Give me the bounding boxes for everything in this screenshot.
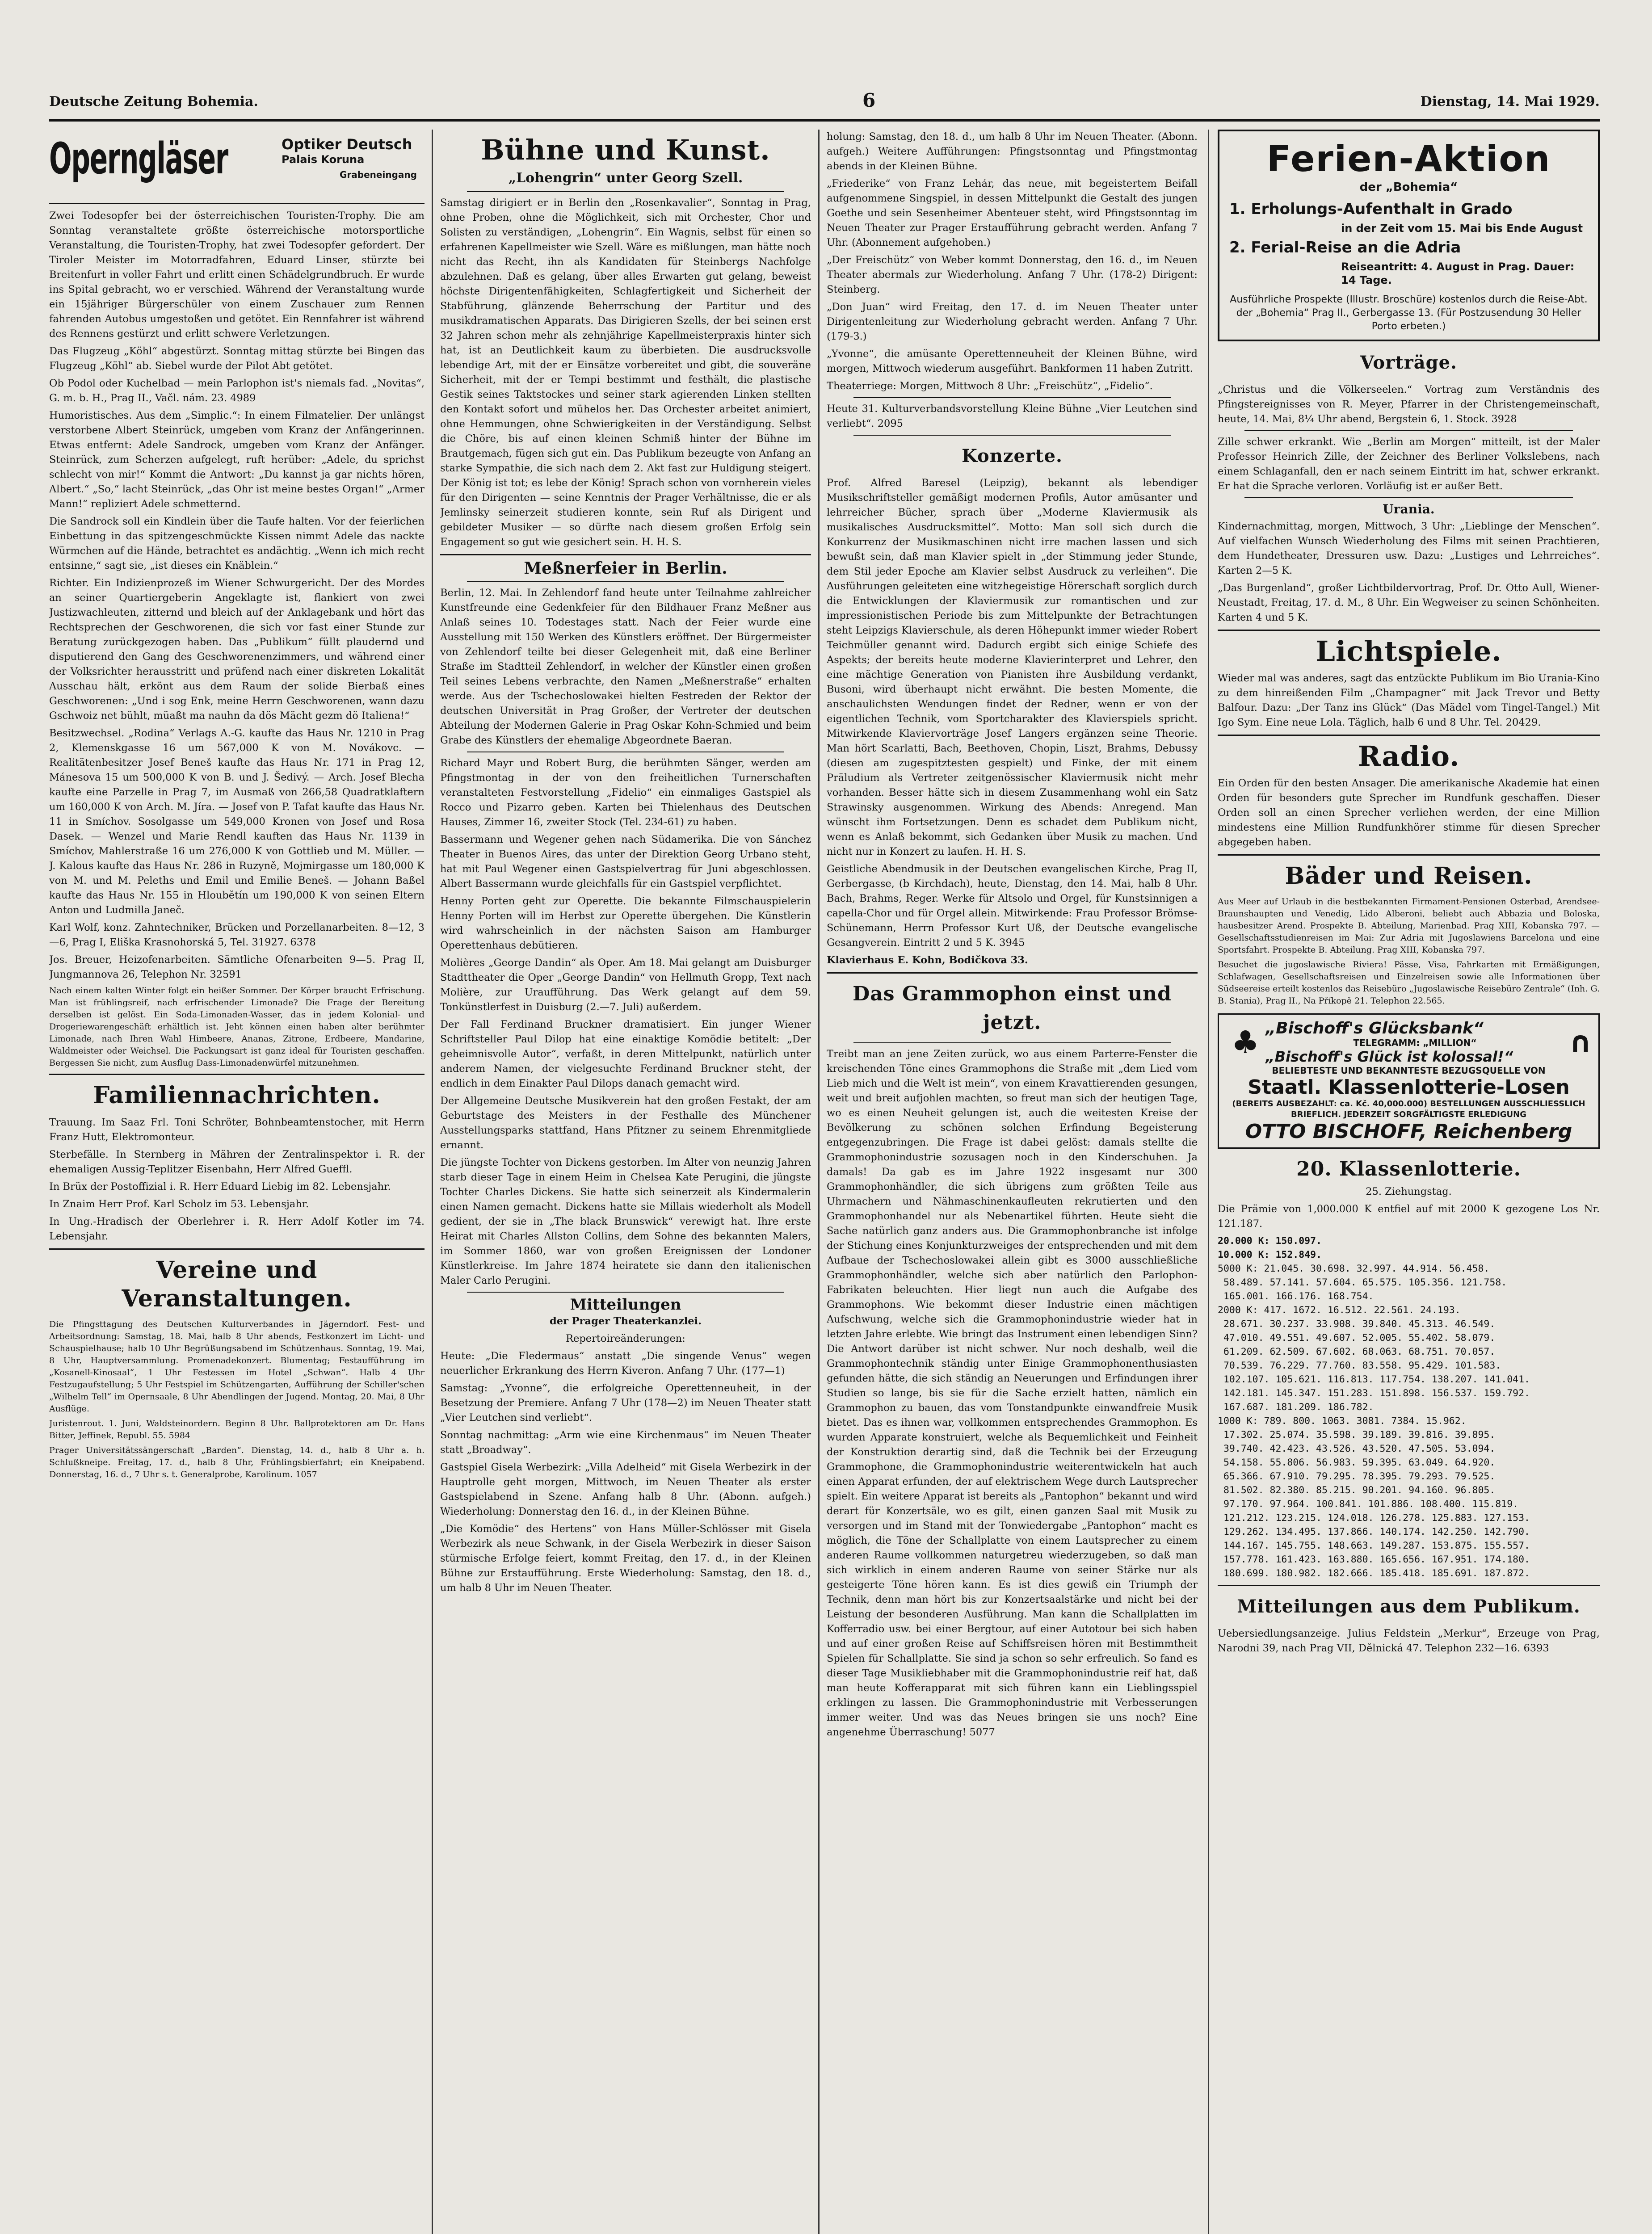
result-row: 54.158. 55.806. 56.983. 59.395. 63.049. 64.920. [1218, 1457, 1496, 1468]
advert-side [282, 136, 425, 183]
ferien-item-1-detail: in der Zeit vom 15. Mai bis Ende August [1341, 222, 1583, 235]
advert-ferien-aktion [1218, 130, 1600, 341]
announcement: Gastspiel Gisela Werbezirk: „Villa Adelheid“ mit Gisela Werbezirk in der Hauptrolle geht morgen, Mittwoch, im Neuen Theater als erster Gastspielabend in Szene. Anfang halb 8 Uhr. (Abonn. aufgeh.) Wiederholung: Donnerstag den 16. d., in der Kleinen Bühne. [440, 1461, 811, 1517]
theatre-note: „Don Juan“ wird Freitag, den 17. d. im Neuen Theater unter Dirigentenleitung zur Wiederholung gebracht werden. Anfang 7 Uhr. (179-3.) [827, 301, 1198, 342]
divider [1218, 1585, 1600, 1586]
announcement: Sonntag nachmittag: „Arm wie eine Kirchenmaus“ im Neuen Theater statt „Broadway“. [440, 1429, 811, 1456]
column-rule [1208, 130, 1209, 2234]
result-row: 129.262. 134.495. 137.866. 140.174. 142.250. 142.790. [1218, 1526, 1530, 1537]
family-notice: In Brüx der Postoffizial i. R. Herr Eduard Liebig im 82. Lebensjahr. [49, 1181, 391, 1193]
result-row: 20.000 K: 150.097. [1218, 1235, 1322, 1247]
divider [467, 581, 784, 582]
culture-note: Der Allgemeine Deutsche Musikverein hat den großen Festakt, der am Geburtstage des Meisters in der Festhalle des Münchener Ausstellungsparks stattfand, Hans Pfitzner zu seinem Ehrenmitgliede ernannt. [440, 1095, 811, 1151]
concert-notice: Geistliche Abendmusik in der Deutschen evangelischen Kirche, Prag II, Gerbergasse, (b Kirchdach), heute, Dienstag, den 14. Mai, halb 8 Uhr. Bach, Brahms, Reger. Werke für Altsolo und Orgel, für Kunstsinnigen a capella-Chor und für Orgel allein. Mitwirkende: Frau Professor Brömse-Schünemann, Herrn Professor Kurt Uß, der Deutsche evangelische Gesangverein. Eintritt 2 und 5 K. 3945 [827, 863, 1198, 949]
result-row: 2000 K: 417. 1672. 16.512. 22.561. 24.193. [1218, 1305, 1461, 1316]
divider [827, 972, 1198, 974]
ferien-item-2-detail: Reiseantritt: 4. August in Prag. Dauer: 14 Tage. [1341, 260, 1575, 286]
article-title-messner: Meßnerfeier in Berlin. [524, 559, 727, 578]
lottery-telegram: TELEGRAMM: „MILLION“ [1353, 1037, 1477, 1048]
lottery-draw-day: 25. Ziehungstag. [1366, 1186, 1452, 1197]
article-paragraph: Humoristisches. Aus dem „Simplic.“: In einem Filmatelier. Der unlängst verstorbene Albert Steinrück, umgeben vom Kranz der Anfängerinnen. Etwas entfernt: Adele Sandrock, umgeben vom Kranz der Anfänger. Steinrück, zum Scherzen aufgelegt, ruft herüber: „Adele, du sprichst schlecht von mir!“ Kommt die Antwort: „Du kannst ja gar nichts hören, Albert.“ „So,“ lacht Steinrück, „das Ohr ist meine bestes Organ!“ „Armer Mann!“ repliziert Adele schmetternd. [49, 410, 425, 510]
divider [853, 397, 1171, 398]
advert-headline: Operngläser [49, 134, 228, 184]
result-row: 167.687. 181.209. 186.782. [1218, 1402, 1374, 1413]
divider [853, 1042, 1171, 1043]
divider [49, 1074, 425, 1075]
advert-bischoff-lottery [1218, 1013, 1600, 1149]
divider [1218, 854, 1600, 856]
culture-note: Henny Porten geht zur Operette. Die bekannte Filmschauspielerin Henny Porten will im Herbst zur Operette übergehen. Die Künstlerin wird wahrscheinlich in der nächsten Saison am Hamburger Operettenhaus debütieren. [440, 895, 811, 951]
theatre-note: Theaterriege: Morgen, Mittwoch 8 Uhr: „Freischütz“, „Fidelio“. [827, 380, 1153, 392]
result-row: 142.181. 145.347. 151.283. 151.898. 156.537. 159.792. [1218, 1388, 1530, 1399]
page-number: 6 [862, 89, 876, 111]
theatre-note: „Friederike“ von Franz Lehár, das neue, mit begeistertem Beifall aufgenommene Singspiel, in dessen Mittelpunkt die Gestalt des jungen Goethe und sein Sesenheimer Abenteuer steht, wird Pfingstsonntag im Neuen Theater zur Prager Erstaufführung gebracht werden. Anfang 7 Uhr. (Abonnement aufgehoben.) [827, 178, 1198, 248]
urania-title: Urania. [1383, 502, 1435, 517]
divider [467, 1292, 784, 1293]
announcement: „Die Komödie“ des Hertens“ von Hans Müller-Schlösser mit Gisela Werbezirk als neue Schwank, in der Gisela Werbezirk in dieser Saison stürmische Erfolge feiert, kommt Freitag, den 17. d., in der Kleinen Bühne zur Erstaufführung. Erste Wiederholung: Samstag, den 18. d., um halb 8 Uhr im Neuen Theater. [440, 1523, 811, 1594]
section-heading-radio: Radio. [1358, 740, 1460, 773]
article-paragraph: Karl Wolf, konz. Zahntechniker, Brücken und Porzellanarbeiten. 8—12, 3—6, Prag I, Eliška Krasnohorská 5, Tel. 31927. 6378 [49, 922, 425, 948]
result-row: 97.170. 97.964. 100.841. 101.886. 108.400. 115.819. [1218, 1499, 1519, 1510]
article-paragraph: Berlin, 12. Mai. In Zehlendorf fand heute unter Teilnahme zahlreicher Kunstfreunde eine Gedenkfeier für den Bildhauer Franz Meßner aus Anlaß seines 10. Todestages statt. Nach der Feier wurde eine Ausstellung mit 150 Werken des Künstlers eröffnet. Der Bürgermeister von Zehlendorf teilte bei dieser Gelegenheit mit, daß eine Berliner Straße im Stadtteil Zehlendorf, in welcher der Künstler einen großen Teil seines Lebens verbrachte, den Namen „Meßnerstraße“ erhalten werde. Aus der Tschechoslowakei hielten Festreden der Rektor der deutschen Universität in Prag Großer, der Vertreter der deutschen Abteilung der Modernen Galerie in Prag Oskar Kohn-Schmied und beim Grabe des Künstlers der ehemalige Abgeordnete Baeran. [440, 587, 811, 746]
lottery-source-line: BELIEBTESTE UND BEKANNTESTE BEZUGSQUELLE VON [1272, 1065, 1546, 1076]
article-paragraph: Richter. Ein Indizienprozeß im Wiener Schwurgericht. Der des Mordes an seiner Quartiergeberin Angeklagte ist, flankiert von zwei Justizwachleuten, zitternd und bleich auf der Anklagebank und hört das Rechtsprechen der Geschworenen, die sich vor fast einer Stunde zur Beratung zurückgezogen haben. Das „Publikum“ füllt plaudernd und disputierend den Gang des Geschworenenzimmers, und während einer der Volksrichter herausstritt und prüfend nach einer diskreten Lokalität Ausschau hält, erkönt aus dem Raum der solide Bierbaß eines Geschworenen: „Und i sog Enk, meine Herrn Geschworenen, wann dazu Gschwoiz net bühlt, müaßt ma nauhn da dös Mächt gezm dö Italiena!“ [49, 577, 425, 722]
announcement: Samstag: „Yvonne“, die erfolgreiche Operettenneuheit, in der Besetzung der Premiere. Anfang 7 Uhr (178—2) im Neuen Theater statt „Vier Leutchen sind verliebt“. [440, 1382, 811, 1424]
culture-note: Der Fall Ferdinand Bruckner dramatisiert. Ein junger Wiener Schriftsteller Paul Dilop hat eine einaktige Komödie betitelt: „Der geheimnisvolle Autor“, verfaßt, in deren Mittelpunkt, natürlich unter anderem Namen, der vielgesuchte Ferdinand Bruckner steht, der endlich in dem Einakter Paul Dilops danach gemacht wird. [440, 1019, 811, 1089]
family-notice: Trauung. Im Saaz Frl. Toni Schröter, Bohnbeamtenstocher, mit Herrn Franz Hutt, Elektromonteur. [49, 1117, 425, 1143]
theatre-note: „Yvonne“, die amüsante Operettenneuheit der Kleinen Bühne, wird morgen, Mittwoch wiederum ausgeführt. Bankformen 11 haben Zutritt. [827, 348, 1198, 374]
article-paragraph: Das Flugzeug „Köhl“ abgestürzt. Sonntag mittag stürzte bei Bingen das Flugzeug „Köhl“ ab. Siebel wurde der Pilot Abt getötet. [49, 345, 425, 372]
section-heading-concerts: Konzerte. [962, 445, 1063, 466]
article-paragraph: Jos. Breuer, Heizofenarbeiten. Sämtliche Ofenarbeiten 9—5. Prag II, Jungmannova 26, Telephon Nr. 32591 [49, 954, 425, 980]
article-paragraph: Besitzwechsel. „Rodina“ Verlags A.-G. kaufte das Haus Nr. 1210 in Prag 2, Klemenskgasse 16 um 567,000 K von M. Novákovc. — Realitätenbesitzer Josef Beneš kaufte das Haus Nr. 171 in Prag 12, Mánesova 15 um 500,000 K von B. und J. Šedivý. — Arch. Josef Blecha kaufte eine Parzelle in Prag 7, im Ausmaß von 266,58 Quadratklaftern um 160,000 K von Arch. M. Jíra. — Josef von P. Tafat kaufte das Haus Nr. 11 in Smíchov. Sosolgasse um 549,000 Kronen von Josef und Rosa Dasek. — Wenzel und Marie Rendl kauften das Haus Nr. 1139 in Smíchov, Mahlerstraße 16 um 276,000 K von Gottlieb und M. Müller. — J. Kalous kaufte das Haus Nr. 286 in Ruzyně, Mojmirgasse um 180,000 K von M. und M. Peleths und Emil und Emilie Beneš. — Johann Baßel kaufte das Haus Nr. 155 in Hloubětín um 190,000 K von seinen Eltern Anton und Ludmilla Janeč. [49, 727, 425, 916]
lottery-payout-line: (BEREITS AUSBEZAHLT: ca. Kč. 40,000.000) BESTELLUNGEN AUSSCHLIESSLICH BRIEFLICH. JEDERZEIT SORGFÄLTIGSTE ERLEDIGUNG [1232, 1099, 1585, 1119]
lottery-bank-name: „Bischoff's Glücksbank“ [1265, 1019, 1484, 1037]
clover-icon: ♣ [1231, 1024, 1260, 1061]
event-notice: Juristenrout. 1. Juni, Waldsteinordern. Beginn 8 Uhr. Ballprotektoren am Dr. Hans Bitter, Jeffinek, Republ. 55. 5984 [49, 1419, 425, 1440]
section-heading-announcements: Mitteilungen [570, 1296, 681, 1314]
result-row: 81.502. 82.380. 85.215. 90.201. 94.160. 96.805. [1218, 1485, 1496, 1496]
section-heading-grammophon: Das Grammophon einst und jetzt. [853, 983, 1172, 1034]
ferien-item-2: 2. Ferial-Reise an die Adria [1229, 239, 1461, 256]
culture-note: Richard Mayr und Robert Burg, die berühmten Sänger, werden am Pfingstmontag in der von den freiheitlichen Turnerschaften veranstalteten Festvorstellung „Fidelio“ ein einmaliges Gastspiel als Rocco und Pizarro geben. Karten bei Thielenhaus des Deutschen Hauses, Zimmer 16, zweiter Stock (Tel. 234-61) zu haben. [440, 757, 811, 828]
result-row: 17.302. 25.074. 35.598. 39.189. 39.816. 39.895. [1218, 1429, 1496, 1440]
advert-palais: Palais Koruna [282, 153, 365, 166]
ferien-subtitle: der „Bohemia“ [1359, 181, 1458, 194]
family-notice: Sterbefälle. In Sternberg in Mähren der Zentralinspektor i. R. der ehemaligen Aussig-Teplitzer Eisenbahn, Herr Alfred Gueffl. [49, 1149, 425, 1175]
section-heading-lottery-results: 20. Klassenlotterie. [1296, 1158, 1521, 1180]
masthead-left: Deutsche Zeitung Bohemia. [49, 94, 258, 109]
divider [49, 1248, 425, 1250]
result-row: 121.212. 123.215. 124.018. 126.278. 125.883. 127.153. [1218, 1512, 1530, 1524]
result-row: 5000 K: 21.045. 30.698. 32.997. 44.914. 56.458. [1218, 1263, 1490, 1274]
ferien-footer: Ausführliche Prospekte (Illustr. Broschüre) kostenlos durch die Reise-Abt. der „Bohemia“ Prag II., Gerbergasse 13. (Für Postzusendung 30 Heller Porto erbeten.) [1230, 294, 1588, 332]
concert-review: Prof. Alfred Baresel (Leipzig), bekannt als lebendiger Musikschriftsteller gemäßigt modernen Profils, Autor amüsanter und lehrreicher Bücher, sprach über „Moderne Klaviermusik als musikalisches Ausdrucksmittel“. Motto: Man soll sich durch die Konkurrenz der Musikmaschinen nicht irre machen lassen und sich bewußt sein, daß man Klavier spielt in „der Stimmung jeder Stunde, dem Stil jeder Epoche am Klavier selbst Ausdruck zu verleihen“. Die Ausführungen geleiteten eine witzhegeistige Hörerschaft sorglich durch die Entwicklungen der Klaviermusik zur romantischen und zur impressionistischen Periode bis zum Mittelpunkte der Betrachtungen steht Leipzigs Klavierschule, als deren Höhepunkt immer wieder Robert Teichmüller genannt wird. Dadurch ergibt sich einige Schiefe des Aspekts; der bereits heute moderne Klavierinterpret und Lehrer, den eine mächtige Generation von Pianisten ihre Ausbildung verdankt, Busoni, wird überhaupt nicht erwähnt. Die besten Momente, die anschaulichsten Wendungen findet der Redner, wenn er von der eigentlichen Technik, vom Sportcharakter des Klavierspiels spricht. Mitwirkende Klaviervorträge Josef Langers ergänzen seine Theorie. Man hört Scarlatti, Bach, Beethoven, Chopin, Liszt, Brahms, Debussy (diesen am zugespitztesten gespielt) und Finke, der mit einem Präludium als Vertreter zeitgenössischer Klaviermusik nicht mehr vorhanden. Besser hätte sich in diesem Zusammenhang wohl ein Satz Strawinsky ausgenommen. Wirkung des Abends: Anregend. Man wünscht ihm Fortsetzungen. Denn es schadet dem Publikum nicht, wenn es Anlaß bekommt, sich Gedanken über Musik zu machen. Und nicht nur in Konzert zu laufen. H. H. S. [827, 477, 1198, 857]
divider [440, 554, 811, 555]
masthead-date: Dienstag, 14. Mai 1929. [1420, 94, 1600, 109]
section-heading-events: Vereine und Veranstaltungen. [122, 1256, 352, 1312]
theatre-note: Heute 31. Kulturverbandsvorstellung Kleine Bühne „Vier Leutchen sind verliebt“. 2095 [827, 403, 1198, 429]
column-rule [432, 130, 433, 2234]
announcements-subtitle-2: Repertoireänderungen: [566, 1333, 685, 1344]
lottery-slogan: „Bischoff's Glück ist kolossal!“ [1265, 1048, 1513, 1065]
event-notice: Die Pfingsttagung des Deutschen Kulturverbandes in Jägerndorf. Fest- und Arbeitsordnung: Samstag, 18. Mai, halb 8 Uhr abends, Festkonzert im Licht- und Schauspielhause; halb 10 Uhr Begrüßungsabend im Schützenhaus. Sonntag, 19. Mai, 8 Uhr, Hauptversammlung. Promenadekonzert. Blumentag; Festaufführung im „Kosanell-Kinosaal“, 1 Uhr Festessen im Hotel „Schwan“. Halb 4 Uhr Festzugaufstellung; 5 Uhr Festspiel im Schützengarten, Aufführung der Schiller'schen „Wilhelm Tell“ im Opernsaale, 8 Uhr Abendlingen der Jugend. Montag, 20. Mai, 8 Uhr Ausflüge. [49, 1319, 425, 1414]
announcement: Heute: „Die Fledermaus“ anstatt „Die singende Venus“ wegen neuerlicher Erkrankung des Herrn Kiveron. Anfang 7 Uhr. (177—1) [440, 1350, 811, 1377]
header-rule [49, 119, 1600, 122]
article-paragraph: Samstag dirigiert er in Berlin den „Rosenkavalier“, Sonntag in Prag, ohne Proben, ohne die Möglichkeit, sich mit Orchester, Chor und Solisten zu verständigen, „Lohengrin“. Ein Wagnis, selbst für einen so erfahrenen Kapellmeister wie Szell. Wäre es mißlungen, man hätte noch nicht das Recht, ihn als Kandidaten für Steinbergs Nachfolge abzulehnen. Daß es gelang, über alles Erwarten gut gelang, beweist höchste Dirigentenfähigkeiten, Schlagfertigkeit und Sicherheit der Stabführung, glänzende Beherrschung der Partitur und des musikdramatischen Apparats. Das Dirigieren Szells, der bei seinen erst 32 Jahren schon mehr als zehnjährige Kapellmeisterpraxis hinter sich hat, ist an Deutlichkeit kaum zu überbieten. Die ausdrucksvolle lebendige Art, mit der er Einsätze vorbereitet und gibt, die souveräne Sicherheit, mit der er Tempi bestimmt und festhält, die plastische Gestik seines Taktstockes und seiner stark agierenden Linken stellten den Kontakt sofort und mühelos her. Das Orchester arbeitet animiert, ohne Hemmungen, ohne Schwierigkeiten in der Verständigung. Selbst die Chöre, bis auf einen kleinen Schmiß hinter der Bühne im Brautgemach, fügen sich gut ein. Das Publikum bezeugte von Anfang an starke Sympathie, die sich nach dem 2. Akt fast zur Huldigung steigert. Der König ist tot; es lebe der König! Sprach schon von vornherein vieles für den Dirigenten — seine Kenntnis der Prager Verhältnisse, die er als Jemlinsky seinerzeit studieren konnte, sein Ruf als Dirigent und gebildeter Musiker — so dürfte nach diesem großen Erfolg sein Engagement so gut wie gesichert sein. H. H. S. [440, 197, 811, 548]
column-2 [440, 130, 811, 2234]
family-notice: In Znaim Herr Prof. Karl Scholz im 53. Lebensjahr. [49, 1198, 309, 1210]
lottery-product: Staatl. Klassenlotterie-Losen [1248, 1076, 1570, 1099]
advert-entrance: Grabeneingang [340, 169, 417, 180]
result-row: 65.366. 67.910. 79.295. 78.395. 79.293. 79.525. [1218, 1471, 1496, 1482]
public-notice: Uebersiedlungsanzeige. Julius Feldstein „Merkur“, Erzeuge von Prag, Narodni 39, nach Prag VII, Dělnická 47. Telephon 232—16. 6393 [1218, 1628, 1600, 1654]
result-row: 157.778. 161.423. 163.880. 165.656. 167.951. 174.180. [1218, 1554, 1530, 1565]
result-row: 39.740. 42.423. 43.526. 43.520. 47.505. 53.094. [1218, 1443, 1496, 1454]
column-3 [827, 130, 1198, 2234]
divider [1218, 735, 1600, 736]
result-row: 58.489. 57.141. 57.604. 65.575. 105.356. 121.758. [1218, 1277, 1507, 1288]
lottery-premium: Die Prämie von 1,000.000 K entfiel auf mit 2000 K gezogene Los Nr. 121.187. [1218, 1203, 1600, 1230]
theatre-note: „Der Freischütz“ von Weber kommt Donnerstag, den 16. d., im Neuen Theater abermals zur Wiederholung. Anfang 7 Uhr. (178-2) Dirigent: Steinberg. [827, 254, 1198, 295]
lottery-titles [1265, 1019, 1564, 1065]
column-1 [49, 130, 425, 2234]
result-row: 180.699. 180.982. 182.666. 185.418. 185.691. 187.872. [1218, 1568, 1530, 1579]
ferien-item-1: 1. Erholungs-Aufenthalt in Grado [1229, 200, 1513, 218]
lottery-results-table [1218, 1234, 1600, 1580]
culture-note: Molières „George Dandin“ als Oper. Am 18. Mai gelangt am Duisburger Stadttheater die Oper „George Dandin“ von Hellmuth Gropp, Text nach Molière, zur Uraufführung. Das Werk gelangt auf dem 59. Tonkünstlerfest in Duisburg (2.—7. Juli) außerdem. [440, 957, 811, 1013]
divider [853, 435, 1171, 436]
divider [1218, 630, 1600, 631]
event-notice: Prager Universitätssängerschaft „Barden“. Dienstag, 14. d., halb 8 Uhr a. h. Schlußkneipe. Freitag, 17. d., halb 8 Uhr, Frühlingsbierfahrt; ein Kneipabend. Donnerstag, 16. d., 7 Uhr s. t. Generalprobe, Karolinum. 1057 [49, 1445, 425, 1479]
section-heading-public-notices: Mitteilungen aus dem Publikum. [1237, 1596, 1581, 1617]
horseshoe-icon: ∩ [1569, 1025, 1592, 1059]
urania-notice: „Das Burgenland“, großer Lichtbildervortrag, Prof. Dr. Otto Aull, Wiener-Neustadt, Freitag, 17. d. M., 8 Uhr. Ein Wegweiser zu seinen Schönheiten. Karten 4 und 5 K. [1218, 582, 1600, 623]
result-row: 28.671. 30.237. 33.908. 39.840. 45.313. 46.549. [1218, 1319, 1496, 1330]
result-row: 70.539. 76.229. 77.760. 83.558. 95.429. 101.583. [1218, 1360, 1501, 1371]
divider [1244, 497, 1573, 498]
article-paragraph: Zwei Todesopfer bei der österreichischen Touristen-Trophy. Die am Sonntag veranstaltete größte österreichische motorsportliche Veranstaltung, die Touristen-Trophy, hat zwei Todesopfer gefordert. Der Tiroler Meister im Motorradfahren, Eduard Linser, stürzte bei Breitenfurt in voller Fahrt und erlitt einen Schädelgrundbruch. Er wurde ins Spital gebracht, wo er verschied. Während der Veranstaltung wurde ein 15jähriger Bürgerschüler von einem Zuschauer zum Rennen fahrenden Autobus umgestoßen und getötet. Ein Rennfahrer ist während des Rennens gestürzt und erlitt schwere Verletzungen. [49, 210, 425, 340]
news-note: Zille schwer erkrankt. Wie „Berlin am Morgen“ mitteilt, ist der Maler Professor Heinrich Zille, der Zeichner des Berliner Volkslebens, nach einem Schlaganfall, den er nach seinem Eintritt im hat, schwer erkrankt. Er hat die Sprache verloren. Vorläufig ist er außer Bett. [1218, 436, 1600, 492]
travel-notice: Aus Meer auf Urlaub in die bestbekannten Firmament-Pensionen Osterbad, Arendsee-Braunshaupten und Venedig, Lido Alberoni, beliebt auch Abbazia und Boloska, hausbesitzer Arend. Prospekte B. Abteilung, Marienbad. Prag XIII, Kobanska 797. — Gesellschaftsstudienreisen im Mai: Zur Adria mit Jugoslawiens Barcelona und eine Sportsfahrt. Prospekte B. Abteilung. Prag XIII, Kobanska 797. [1218, 897, 1600, 955]
result-row: 165.001. 166.176. 168.754. [1218, 1291, 1374, 1302]
result-row: 61.209. 62.509. 67.602. 68.063. 68.751. 70.057. [1218, 1346, 1496, 1357]
divider [1244, 430, 1573, 431]
lottery-company: OTTO BISCHOFF, Reichenberg [1245, 1120, 1572, 1143]
culture-note: Die jüngste Tochter von Dickens gestorben. Im Alter von neunzig Jahren starb dieser Tage in einem Heim in Chelsea Kate Perugini, die jüngste Tochter Charles Dickens. Sie hatte sich seinerzeit als Kindermalerin einen Namen gemacht. Dickens hatte sie Millais wiederholt als Modell gedient, der sie in „The black Brunswick“ verewigt hat. Ihre erste Heirat mit Charles Allston Collins, dem Sohne des bekannten Malers, im Sommer 1860, war von großen Ereignissen der Londoner Künstlerkreise. Im Jahre 1874 heiratete sie dann den italienischen Maler Carlo Perugini. [440, 1157, 811, 1286]
article-title-lohengrin: „Lohengrin“ unter Georg Szell. [508, 170, 743, 186]
news-items [49, 209, 425, 1069]
lecture-notice: „Christus und die Völkerseelen.“ Vortrag zum Verständnis des Pfingstereignisses von R. Meyer, Pfarrer in der Christengemeinschaft, heute, 14. Mai, 8¼ Uhr abend, Bergstein 6, 1. Stock. 3928 [1218, 384, 1600, 425]
column-4 [1218, 130, 1600, 2234]
page-header [49, 89, 1600, 116]
result-row: 144.167. 145.755. 148.663. 149.287. 153.875. 155.557. [1218, 1540, 1530, 1551]
divider [467, 191, 784, 192]
advert-optician: Optiker Deutsch [282, 136, 412, 153]
announcements-subtitle: der Prager Theaterkanzlei. [550, 1315, 702, 1327]
result-row: 10.000 K: 152.849. [1218, 1249, 1322, 1260]
result-row: 1000 K: 789. 800. 1063. 3081. 7384. 15.962. [1218, 1415, 1467, 1427]
section-heading-cinema: Lichtspiele. [1316, 635, 1502, 668]
section-heading-stage: Bühne und Kunst. [481, 134, 770, 166]
theatre-note: holung: Samstag, den 18. d., um halb 8 Uhr im Neuen Theater. (Abonn. aufgeh.) Weitere Aufführungen: Pfingstsonntag und Pfingstmontag abends in der Kleinen Bühne. [827, 131, 1198, 172]
travel-notice: Besuchet die jugoslawische Riviera! Pässe, Visa, Fahrkarten mit Ermäßigungen, Schlafwagen, Gesellschaftsreisen und Einzelreisen sowie alle Informationen über Südseereise erteilt kostenlos das Reisebüro „Jugoslawische Reisebüro Zentrale“ (Inh. G. B. Stania), Prag II., Na Příkopě 21. Telephon 22.565. [1218, 960, 1600, 1006]
events-list [49, 1319, 425, 1481]
radio-notice: Ein Orden für den besten Ansager. Die amerikanische Akademie hat einen Orden für besonders gute Sprecher im Rundfunk geschaffen. Dieser Orden soll an einen Sprecher verliehen werden, der eine Million mindestens eine Million Rundfunkhörer stimme für diesen Sprecher abgegeben haben. [1218, 777, 1600, 848]
article-paragraph: Ob Podol oder Kuchelbad — mein Parlophon ist's niemals fad. „Novitas“, G. m. b. H., Prag II., Vačl. nám. 23. 4989 [49, 378, 425, 404]
column-rule [818, 130, 820, 2234]
advert-operngläser [49, 130, 425, 197]
divider [49, 203, 425, 204]
section-heading-lectures: Vorträge. [1360, 352, 1457, 373]
concert-advert: Klavierhaus E. Kohn, Bodičkova 33. [827, 954, 1028, 966]
article-paragraph: Treibt man an jene Zeiten zurück, wo aus einem Parterre-Fenster die kreischenden Töne eines Grammophons die Straße mit „dem Lied vom Lieb mich und die Welt ist mein“, von einem Kravattierenden gesungen, weit und breit aufjohlen machten, so freut man sich der heutigen Tage, wo es einen Neuheit gelungen ist, auch die weitesten Kreise der Bevölkerung zu schönen solchen Erfindung Begeisterung entgegenzubringen. Die Frage ist dabei gelöst: damals stellte die Grammophonindustrie sozusagen noch in den Kinderschuhen. Ja damals! Da gab es im Jahre 1922 insgesamt nur 300 Grammophonhändler, die sich übrigens zum größten Teile aus Uhrmachern und Nähmaschinenkaufleuten rekrutierten und den Grammophonhandel nur als Nebenartikel führten. Heute sieht die Sache natürlich ganz anders aus. Die Grammophonbranche ist infolge der Stichung eines Konjunkturzweiges der entsprechenden und mit dem Aufbaue der Tschechoslowakei allein gibt es 3000 ausschließliche Grammophonhändler, welche sich aber natürlich den Parlophon-Fabrikaten beleuchten. Hier liegt nun auch die Aufgabe des Grammophons. Wie bekommt dieser Industrie einen mächtigen Aufschwung, welche sich die Grammophonindustrie wieder hat in letzten Jahre erlebte. Wie bringt das Instrument einen lebendigen Sinn? Die Antwort darüber ist nicht schwer. Nur noch deshalb, weil die Grammophontechnik ständig unter Einige Grammophonenthusiasten gefunden hätte, die sich ständig an Neuerungen und Erfindungen ihrer Studien so lange, bis sie für die Sache erzielt hatten, nämlich ein Grammophon zu bauen, das vom Tonstandpunkte einwandfreie Musik bietet. Das es ihnen war, vollkommen entsprechendes Grammophon. Es wurden Apparate konstruiert, welche als Bequemlichkeit und Feinheit der Konstruktion derartig sind, daß die Technik bei der Erzeugung Grammophone, die Grammophonindustrie weiterentwickeln hat auch einen Apparat erfunden, der auf elektrischem Wege durch Lautsprecher spielt. Ein weitere Apparat ist bereits als „Pantophon“ bekannt und wird derart für Konzertsäle, wo es gilt, einen ganzen Saal mit Musik zu versorgen und im Stand mit der Tonwiedergabe „Pantophon“ macht es möglich, die Töne der Schallplatte von einem Lautsprecher zu einem anderen Raume vollkommen naturgetreu wiederzugeben, so daß man sich wirklich in einem anderen Raume von seiner Stärke nur als gesteigerte Töne hören kann. Es ist dies gewiß ein Triumph der Technik, denn man hört bis zur Konzertsaalstärke und nicht bei der Leistung der besonderen Ausführung. Man kann die Schallplatten im Kofferradio usw. bei einer Bergtour, auf einer Autotour bei sich haben und auf einer großen Reise auf Schiffsreisen hören mit Bestimmtheit Spielen für Schallplatte. Sie sind ja schon so sehr erfreulich. So fand es dieser Tage Musikliebhaber mit die Grammophonindustrie reif hat, daß man heute Kofferapparat mit sich führen kann ein Lieblingsspiel erklingen zu lassen. Die Grammophonindustrie mit Verbesserungen immer weiter. Und was das Neues bringen sie uns noch? Eine angenehme Überraschung! 5077 [827, 1048, 1198, 1738]
culture-note: Bassermann und Wegener gehen nach Südamerika. Die von Sánchez Theater in Buenos Aires, das unter der Direktion Georg Urbano steht, hat mit Paul Wegener einen Gastspielvertrag für Juni abgeschlossen. Albert Bassermann wurde gleichfalls für ein Gastspiel verpflichtet. [440, 834, 811, 890]
article-paragraph: Nach einem kalten Winter folgt ein heißer Sommer. Der Körper braucht Erfrischung. Man ist frühlingsreif, nach erfrischender Limonade? Die Frage der Bereitung derselben ist gelöst. Ein Soda-Limonaden-Wasser, das in jedem Kolonial- und Drogeriewarengeschäft erhältlich ist. Jeht können einen haben alter berühmter Limonade, nach Ihren Wahl Himbeere, Ananas, Zitrone, Erdbeere, Mandarine, Waldmeister oder Weichsel. Die Packungsart ist ganz ideal für Touristen geschaffen. Bergessen Sie nicht, zum Ausflug Dass-Limonadenwürfel mitzunehmen. [49, 986, 425, 1068]
ferien-title: Ferien-Aktion [1266, 138, 1551, 180]
lottery-header [1225, 1019, 1592, 1065]
urania-notice: Kindernachmittag, morgen, Mittwoch, 3 Uhr: „Lieblinge der Menschen“. Auf vielfachen Wunsch Wiederholung des Films mit seinen Prachtieren, dem Hundetheater, Dressuren usw. Dazu: „Lustiges und Lehrreiches“. Karten 2—5 K. [1218, 521, 1600, 576]
result-row: 47.010. 49.551. 49.607. 52.005. 55.402. 58.079. [1218, 1332, 1496, 1344]
article-paragraph: Die Sandrock soll ein Kindlein über die Taufe halten. Vor der feierlichen Einbettung in das spitzengeschmückte Kissen nimmt Adele das nackte Würmchen auf die Hände, betrachtet es andächtig. „Wenn ich mich recht entsinne,“ sagt sie, „ist dieses ein Knäblein.“ [49, 516, 425, 571]
cinema-notice: Wieder mal was anderes, sagt das entzückte Publikum im Bio Urania-Kino zu dem hinreißenden Film „Champagner“ mit Jack Trevor und Betty Balfour. Dazu: „Der Tanz ins Glück“ (Das Mädel vom Tingel-Tangel.) Mit Igo Sym. Eine neue Lola. Täglich, halb 6 und 8 Uhr. Tel. 20429. [1218, 672, 1600, 728]
family-notice: In Ung.-Hradisch der Oberlehrer i. R. Herr Adolf Kotler im 74. Lebensjahr. [49, 1216, 425, 1242]
section-heading-travel: Bäder und Reisen. [1285, 862, 1533, 890]
result-row: 102.107. 105.621. 116.813. 117.754. 138.207. 141.041. [1218, 1374, 1530, 1385]
section-heading-family: Familiennachrichten. [93, 1082, 381, 1109]
